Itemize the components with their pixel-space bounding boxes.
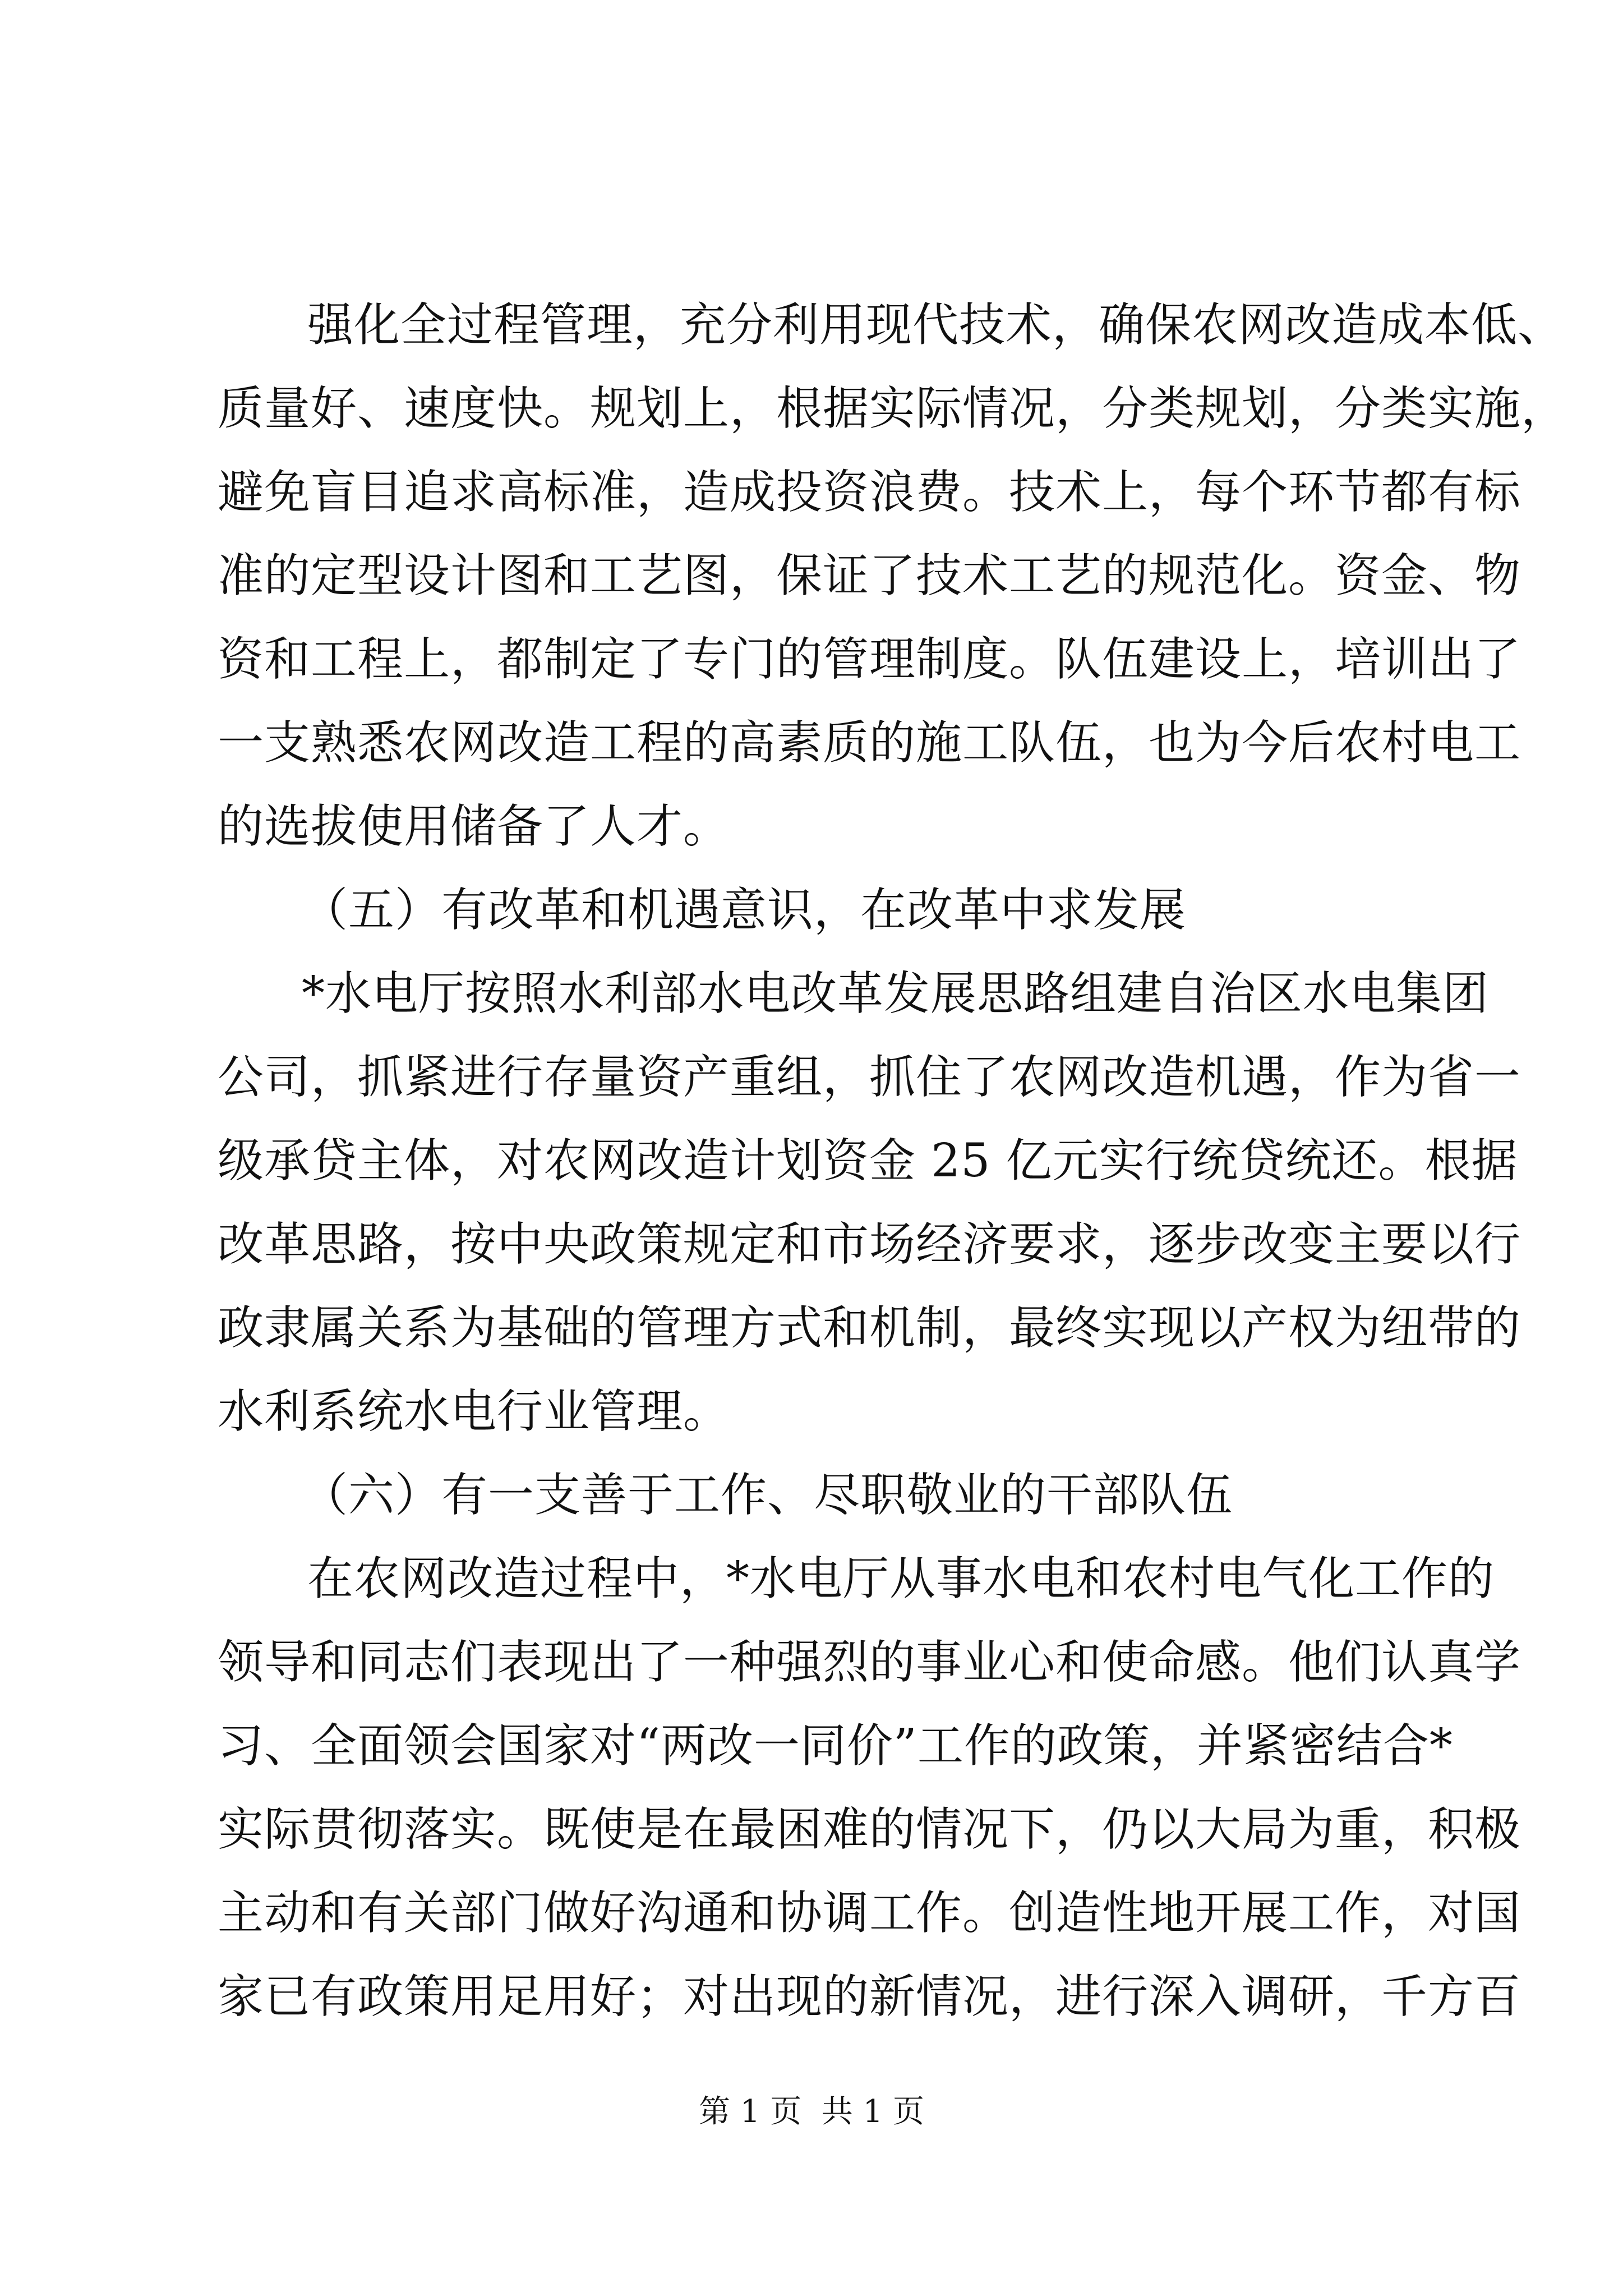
text-line: 家已有政策用足用好；对出现的新情况，进行深入调研，千方百 bbox=[218, 1970, 1521, 2023]
text-line: 资和工程上，都制定了专门的管理制度。队伍建设上，培训出了 bbox=[218, 633, 1521, 686]
text-line: 领导和同志们表现出了一种强烈的事业心和使命感。他们认真学 bbox=[218, 1636, 1521, 1689]
text-line: 避免盲目追求高标准，造成投资浪费。技术上，每个环节都有标 bbox=[218, 466, 1521, 519]
text-line: 水利系统水电行业管理。 bbox=[218, 1385, 730, 1438]
text-line: 在农网改造过程中，*水电厅从事水电和农村电气化工作的 bbox=[307, 1552, 1495, 1605]
text-line: 主动和有关部门做好沟通和协调工作。创造性地开展工作，对国 bbox=[218, 1887, 1521, 1940]
section-heading: （五）有改革和机遇意识，在改革中求发展 bbox=[302, 884, 1187, 937]
text-line: *水电厅按照水利部水电改革发展思路组建自治区水电集团 bbox=[302, 967, 1490, 1020]
text-line: 强化全过程管理，充分利用现代技术，确保农网改造成本低、 bbox=[307, 298, 1565, 352]
text-line: 公司，抓紧进行存量资产重组，抓住了农网改造机遇，作为省一 bbox=[218, 1051, 1521, 1104]
text-line: 实际贯彻落实。既使是在最困难的情况下，仍以大局为重，积极 bbox=[218, 1803, 1521, 1856]
text-line: 质量好、速度快。规划上，根据实际情况，分类规划，分类实施， bbox=[218, 382, 1568, 435]
text-line: 政隶属关系为基础的管理方式和机制，最终实现以产权为纽带的 bbox=[218, 1301, 1521, 1355]
text-line: 的选拔使用储备了人才。 bbox=[218, 800, 730, 853]
text-line: 改革思路，按中央政策规定和市场经济要求，逐步改变主要以行 bbox=[218, 1218, 1521, 1271]
page-footer: 第 1 页 共 1 页 bbox=[698, 2093, 925, 2130]
text-line: 准的定型设计图和工艺图，保证了技术工艺的规范化。资金、物 bbox=[218, 549, 1521, 602]
text-line: 习、全面领会国家对“两改一同价”工作的政策，并紧密结合* bbox=[218, 1719, 1453, 1773]
text-line: 一支熟悉农网改造工程的高素质的施工队伍，也为今后农村电工 bbox=[218, 716, 1521, 770]
text-line: 级承贷主体，对农网改造计划资金 25 亿元实行统贷统还。根据 bbox=[218, 1134, 1518, 1188]
section-heading: （六）有一支善于工作、尽职敬业的干部队伍 bbox=[302, 1469, 1233, 1522]
